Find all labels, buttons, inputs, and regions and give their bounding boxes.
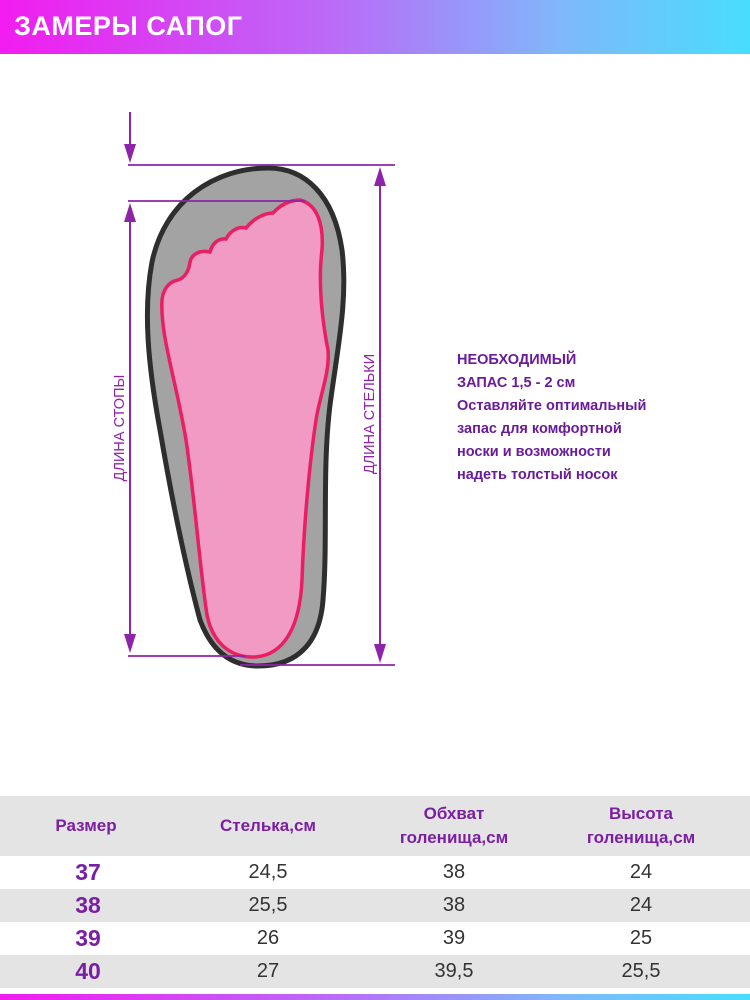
- header-insole: [172, 796, 364, 856]
- size-cell: 39: [75, 925, 101, 951]
- header-banner: [0, 0, 750, 54]
- foot-length-arrow-bottom: [124, 634, 136, 653]
- size-cell: 40: [75, 958, 101, 984]
- header-girth-line2: голенища,см: [399, 828, 509, 847]
- insole-length-arrow-top: [374, 167, 386, 186]
- note-line: НЕОБХОДИМЫЙ: [457, 352, 577, 368]
- header-insole-label: Стелька,см: [219, 816, 317, 835]
- bottom-gradient-bar: [0, 994, 750, 1000]
- size-cell: 38: [75, 892, 101, 918]
- header-size-label: Размер: [55, 816, 117, 835]
- height-cell: 24: [629, 894, 653, 916]
- table-row: [0, 922, 750, 955]
- table-row: [0, 856, 750, 889]
- table-row: [0, 955, 750, 988]
- insole-cell: 27: [256, 960, 280, 982]
- header-size: [0, 796, 172, 856]
- girth-cell: 39,5: [434, 960, 474, 982]
- note-line: ЗАПАС 1,5 - 2 см: [457, 375, 576, 391]
- height-cell: 25,5: [621, 960, 661, 982]
- girth-cell: 39: [442, 927, 466, 949]
- note-line: запас для комфортной: [457, 421, 622, 437]
- note-line: надеть толстый носок: [457, 467, 618, 483]
- allowance-note: [457, 349, 646, 487]
- insole-length-label: ДЛИНА СТЕЛЬКИ: [362, 353, 378, 475]
- note-line: Оставляйте оптимальный: [457, 398, 647, 414]
- table-header: [0, 796, 750, 856]
- size-table: [0, 796, 750, 1000]
- girth-cell: 38: [442, 894, 466, 916]
- page-title: ЗАМЕРЫ САПОГ: [14, 11, 243, 41]
- size-cell: 37: [75, 859, 101, 885]
- header-height-line2: голенища,см: [586, 828, 696, 847]
- insole-cell: 24,5: [248, 861, 288, 883]
- girth-cell: 38: [442, 861, 466, 883]
- allowance-arrow-head: [124, 144, 136, 163]
- height-cell: 25: [629, 927, 653, 949]
- insole-cell: 26: [256, 927, 280, 949]
- note-line: носки и возможности: [457, 444, 611, 460]
- header-height: [544, 796, 738, 856]
- table-row: [0, 889, 750, 922]
- insole-cell: 25,5: [248, 894, 288, 916]
- height-cell: 24: [629, 861, 653, 883]
- header-girth: [364, 796, 544, 856]
- foot-length-label: ДЛИНА СТОПЫ: [112, 374, 128, 482]
- insole-length-arrow-bottom: [374, 644, 386, 663]
- header-height-line1: Высота: [609, 804, 673, 823]
- header-girth-line1: Обхват: [423, 804, 485, 823]
- foot-length-arrow-top: [124, 203, 136, 222]
